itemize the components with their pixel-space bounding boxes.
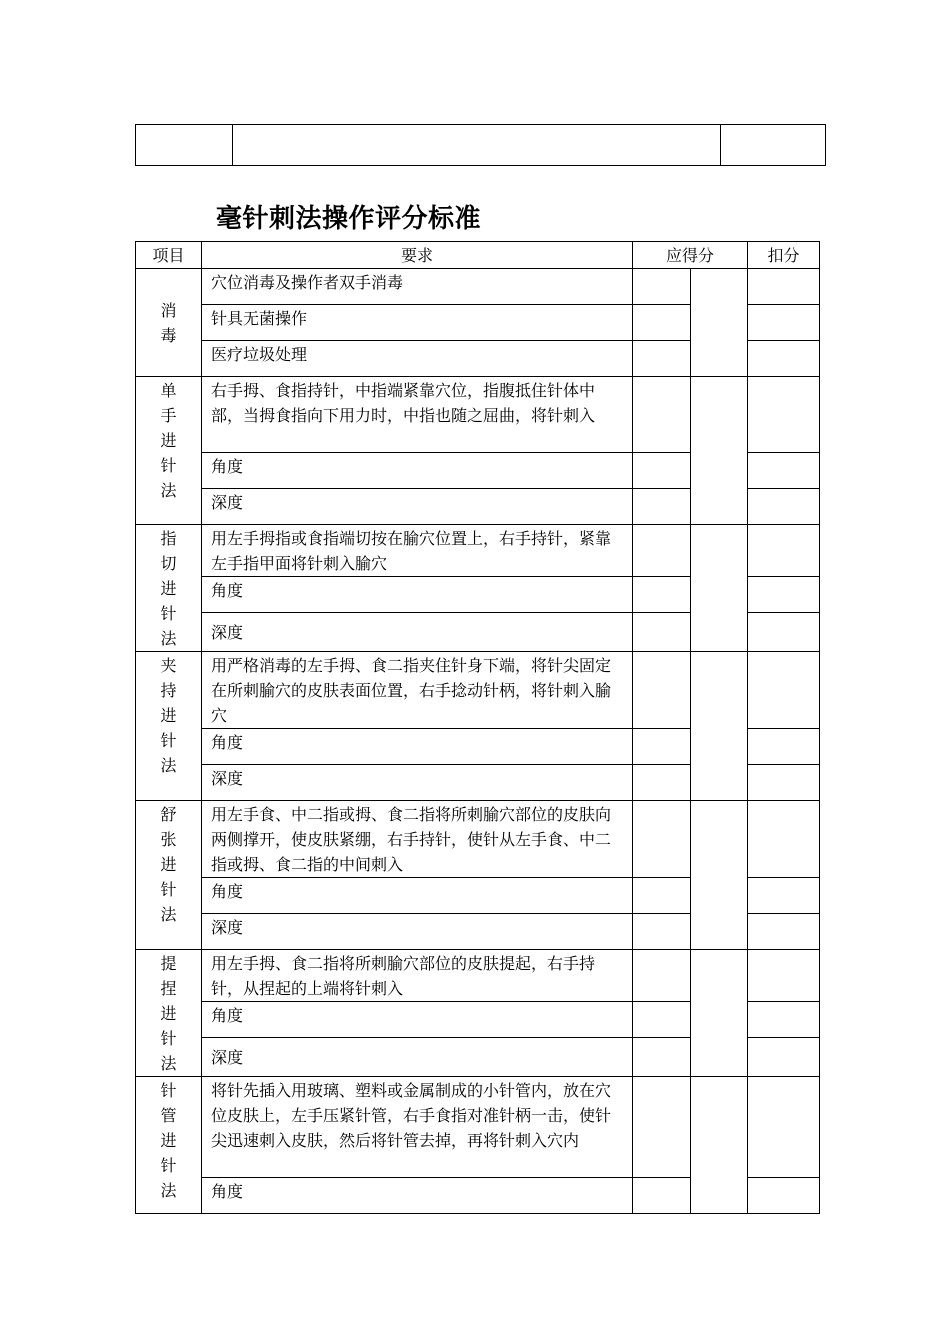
requirement-cell: 角度 xyxy=(202,1178,633,1214)
deduction-cell xyxy=(748,950,820,1002)
score-subtotal-cell xyxy=(691,1077,748,1214)
score-subtotal-cell xyxy=(691,652,748,801)
item-cell-lift-pinch: 提捏进针法 xyxy=(136,950,202,1077)
col-header-score: 应得分 xyxy=(633,242,748,269)
deduction-cell xyxy=(748,878,820,914)
deduction-cell xyxy=(748,305,820,341)
score-cell xyxy=(633,801,691,878)
requirement-cell: 角度 xyxy=(202,878,633,914)
requirement-cell: 用左手拇、食二指将所刺腧穴部位的皮肤提起，右手持针，从捏起的上端将针刺入 xyxy=(202,950,633,1002)
deduction-cell xyxy=(748,1077,820,1178)
score-cell xyxy=(633,305,691,341)
requirement-cell: 针具无菌操作 xyxy=(202,305,633,341)
table-row xyxy=(136,525,820,577)
header-info-cell xyxy=(136,125,233,166)
item-cell-stretch: 舒张进针法 xyxy=(136,801,202,950)
deduction-cell xyxy=(748,765,820,801)
deduction-cell xyxy=(748,269,820,305)
requirement-cell: 深度 xyxy=(202,489,633,525)
header-info-table xyxy=(135,124,826,166)
deduction-cell xyxy=(748,341,820,377)
requirement-cell: 角度 xyxy=(202,577,633,613)
table-row xyxy=(136,269,820,305)
requirement-cell: 用严格消毒的左手拇、食二指夹住针身下端，将针尖固定在所刺腧穴的皮肤表面位置，右手捻动针柄，将针刺入腧穴 xyxy=(202,652,633,729)
requirement-cell: 角度 xyxy=(202,1002,633,1038)
score-cell xyxy=(633,489,691,525)
table-row xyxy=(136,950,820,1002)
deduction-cell xyxy=(748,801,820,878)
item-cell-tube: 针管进针法 xyxy=(136,1077,202,1214)
requirement-cell: 深度 xyxy=(202,765,633,801)
deduction-cell xyxy=(748,453,820,489)
deduction-cell xyxy=(748,377,820,453)
requirement-cell: 深度 xyxy=(202,914,633,950)
table-header-row xyxy=(136,242,820,269)
page-title: 毫针刺法操作评分标准 xyxy=(216,204,482,234)
table-row xyxy=(136,377,820,453)
col-header-requirement: 要求 xyxy=(202,242,633,269)
score-cell xyxy=(633,652,691,729)
table-row xyxy=(136,652,820,729)
requirement-cell: 右手拇、食指持针，中指端紧靠穴位，指腹抵住针体中部，当拇食指向下用力时，中指也随之屈曲，将针刺入 xyxy=(202,377,633,453)
requirement-cell: 用左手食、中二指或拇、食二指将所刺腧穴部位的皮肤向两侧撑开，使皮肤紧绷，右手持针，使针从左手食、中二指或拇、食二指的中间刺入 xyxy=(202,801,633,878)
score-cell xyxy=(633,950,691,1002)
score-cell xyxy=(633,1002,691,1038)
col-header-deduction: 扣分 xyxy=(748,242,820,269)
table-row xyxy=(136,1077,820,1178)
requirement-cell: 角度 xyxy=(202,729,633,765)
requirement-cell: 穴位消毒及操作者双手消毒 xyxy=(202,269,633,305)
score-cell xyxy=(633,577,691,613)
header-info-cell xyxy=(233,125,721,166)
score-cell xyxy=(633,914,691,950)
score-cell xyxy=(633,613,691,652)
deduction-cell xyxy=(748,613,820,652)
score-cell xyxy=(633,377,691,453)
table-row xyxy=(136,801,820,878)
score-cell xyxy=(633,729,691,765)
deduction-cell xyxy=(748,729,820,765)
deduction-cell xyxy=(748,489,820,525)
score-subtotal-cell xyxy=(691,525,748,652)
score-cell xyxy=(633,453,691,489)
score-cell xyxy=(633,341,691,377)
score-cell xyxy=(633,1038,691,1077)
item-cell-pinch-hold: 夹持进针法 xyxy=(136,652,202,801)
deduction-cell xyxy=(748,652,820,729)
score-cell xyxy=(633,269,691,305)
header-info-cell xyxy=(721,125,826,166)
deduction-cell xyxy=(748,914,820,950)
score-subtotal-cell xyxy=(691,377,748,525)
deduction-cell xyxy=(748,1038,820,1077)
deduction-cell xyxy=(748,525,820,577)
score-cell xyxy=(633,765,691,801)
requirement-cell: 用左手拇指或食指端切按在腧穴位置上，右手持针，紧靠左手指甲面将针刺入腧穴 xyxy=(202,525,633,577)
deduction-cell xyxy=(748,1178,820,1214)
requirement-cell: 角度 xyxy=(202,453,633,489)
score-subtotal-cell xyxy=(691,801,748,950)
item-cell-disinfect: 消毒 xyxy=(136,269,202,377)
score-subtotal-cell xyxy=(691,269,748,377)
item-cell-finger-press: 指切进针法 xyxy=(136,525,202,652)
requirement-cell: 深度 xyxy=(202,1038,633,1077)
deduction-cell xyxy=(748,1002,820,1038)
requirement-cell: 医疗垃圾处理 xyxy=(202,341,633,377)
score-cell xyxy=(633,1178,691,1214)
deduction-cell xyxy=(748,577,820,613)
score-subtotal-cell xyxy=(691,950,748,1077)
item-cell-single-hand: 单手进针法 xyxy=(136,377,202,525)
requirement-cell: 深度 xyxy=(202,613,633,652)
col-header-item: 项目 xyxy=(136,242,202,269)
score-cell xyxy=(633,878,691,914)
score-cell xyxy=(633,525,691,577)
score-cell xyxy=(633,1077,691,1178)
scoring-table xyxy=(135,241,820,1214)
requirement-cell: 将针先插入用玻璃、塑料或金属制成的小针管内，放在穴位皮肤上，左手压紧针管，右手食指对准针柄一击，使针尖迅速刺入皮肤，然后将针管去掉，再将针刺入穴内 xyxy=(202,1077,633,1178)
